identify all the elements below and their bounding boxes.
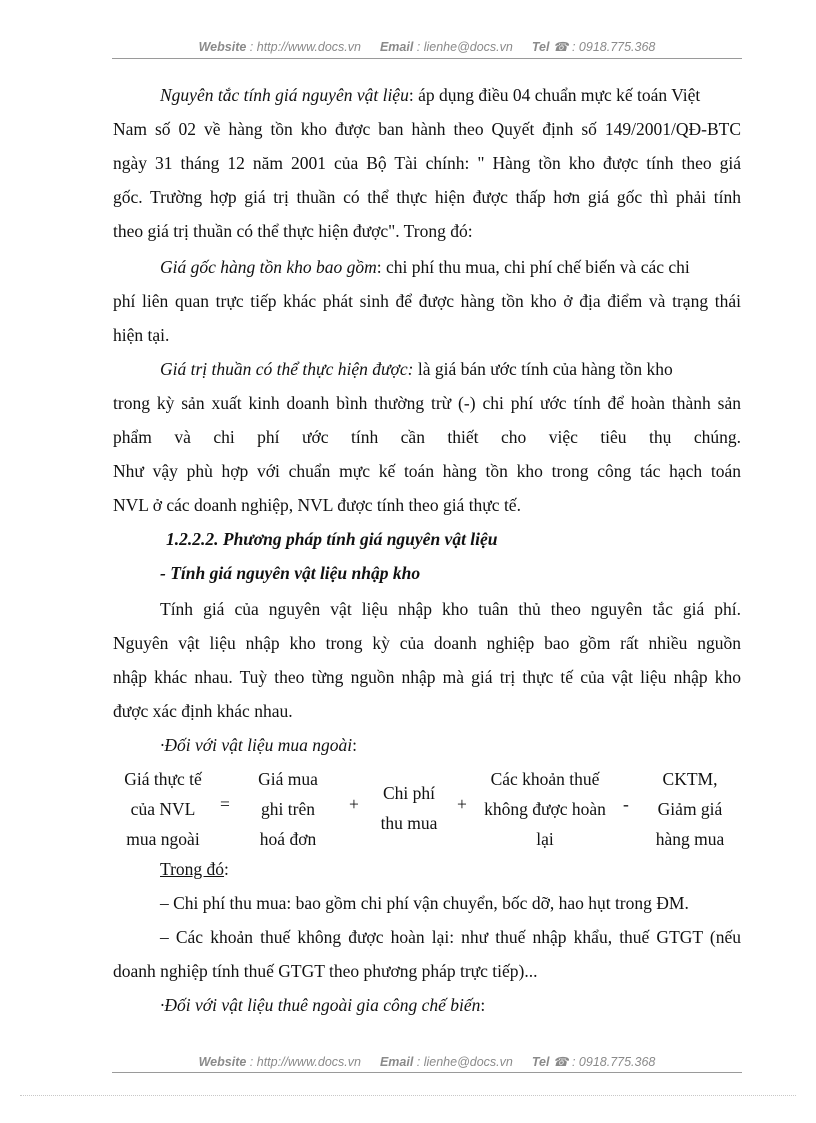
paragraph-line: Giá gốc hàng tồn kho bao gồm: chi phí thu mua, chi phí chế biến và các chi [160,257,690,277]
paragraph-line: Nam số 02 về hàng tồn kho được ban hành theo Quyết định số 149/2001/QĐ-BTC [113,119,741,139]
formula-purchase-cost: Chi phí thu mua [380,783,438,833]
paragraph-line: phẩm và chi phí ước tính cần thiết cho việc tiêu thụ chúng. [113,427,741,447]
paragraph-line: gốc. Trường hợp giá trị thuần có thể thực hiện được thấp hơn giá gốc thì phải tính [113,187,741,207]
paragraph-line: Nguyên tắc tính giá nguyên vật liệu: áp dụng điều 04 chuẩn mực kế toán Việt [160,85,701,105]
formula-discounts: CKTM, Giảm giá hàng mua [655,769,725,849]
purchase-cost-formula [113,760,741,856]
website-value[interactable]: : http://www.docs.vn [249,40,361,54]
header-rule [112,58,742,59]
paragraph-line: Như vậy phù hợp với chuẩn mực kế toán hàng tồn kho trong công tác hạch toán [113,461,741,481]
paragraph-line: Tính giá của nguyên vật liệu nhập kho tuân thủ theo nguyên tắc giá phí. [160,599,741,619]
paragraph-line: được xác định khác nhau. [113,701,293,721]
paragraph-line: Nguyên vật liệu nhập kho trong kỳ của doanh nghiệp bao gồm rất nhiều nguồn [113,633,741,653]
website-label: Website [198,1055,247,1069]
case-label: ·Đối với vật liệu mua ngoài: [160,735,357,755]
paragraph-line: NVL ở các doanh nghiệp, NVL được tính theo giá thực tế. [113,495,521,515]
page-header [112,39,742,54]
plus-sign: + [349,794,359,814]
page-footer [112,1054,742,1069]
original-cost-term: Giá gốc hàng tồn kho bao gồm [160,257,377,277]
footer-rule [112,1072,742,1073]
bullet-line: – Chi phí thu mua: bao gồm chi phí vận chuyển, bốc dỡ, hao hụt trong ĐM. [160,893,689,913]
paragraph-line: Giá trị thuần có thể thực hiện được: là giá bán ước tính của hàng tồn kho [160,359,673,379]
website-value[interactable]: : http://www.docs.vn [249,1055,361,1069]
formula-actual-price: Giá thực tế của NVL mua ngoài [124,769,202,849]
plus-sign: + [457,794,467,814]
page-edge-rule [20,1095,796,1096]
net-realizable-term: Giá trị thuần có thể thực hiện được: [160,359,414,379]
paragraph-line: hiện tại. [113,325,170,345]
where-label: Trong đó: [160,859,229,879]
tel-value: ☎ : 0918.775.368 [552,40,656,54]
formula-nonrefundable-tax: Các khoản thuế không được hoàn lại [484,769,606,849]
paragraph-line: phí liên quan trực tiếp khác phát sinh để được hàng tồn kho ở địa điểm và trạng thái [113,291,741,311]
minus-sign: - [623,794,629,814]
email-value[interactable]: : lienhe@docs.vn [416,1055,513,1069]
formula-invoice-price: Giá mua ghi trên hoá đơn [258,769,318,849]
website-label: Website [198,40,247,54]
equals-sign: = [220,794,230,814]
case-label: ·Đối với vật liệu thuê ngoài gia công chế biến: [160,995,486,1015]
bullet-line: doanh nghiệp tính thuế GTGT theo phương pháp trực tiếp)... [113,961,538,981]
section-heading: 1.2.2.2. Phương pháp tính giá nguyên vật liệu [166,529,498,549]
subsection-heading: - Tính giá nguyên vật liệu nhập kho [160,563,421,583]
paragraph-line: ngày 31 tháng 12 năm 2001 của Bộ Tài chính: " Hàng tồn kho được tính theo giá [113,153,741,173]
principle-term: Nguyên tắc tính giá nguyên vật liệu [160,85,409,105]
tel-value: ☎ : 0918.775.368 [552,1055,656,1069]
bullet-line: – Các khoản thuế không được hoàn lại: như thuế nhập khẩu, thuế GTGT (nếu [160,927,741,947]
email-value[interactable]: : lienhe@docs.vn [416,40,513,54]
paragraph-line: theo giá trị thuần có thể thực hiện được". Trong đó: [113,221,473,241]
paragraph-line: trong kỳ sản xuất kinh doanh bình thường trừ (-) chi phí ước tính để hoàn thành sản [113,393,741,413]
paragraph-line: nhập khác nhau. Tuỳ theo từng nguồn nhập mà giá trị thực tế của vật liệu nhập kho [113,667,741,687]
email-label: Email [379,1055,414,1069]
tel-label: Tel [531,1055,550,1069]
tel-label: Tel [531,40,550,54]
email-label: Email [379,40,414,54]
